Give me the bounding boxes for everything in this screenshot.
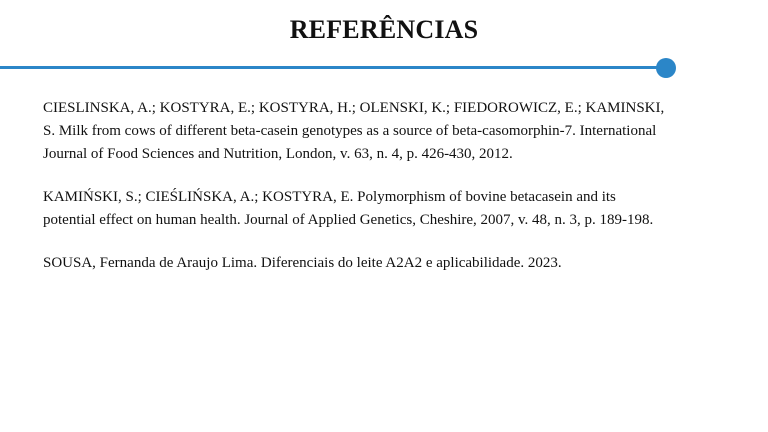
reference-line: KAMIŃSKI, S.; CIEŚLIŃSKA, A.; KOSTYRA, E. Polymorphism of bovine betacasein and its <box>43 189 616 205</box>
title-divider-line <box>0 66 660 69</box>
title-divider-dot <box>656 58 676 78</box>
reference-line: CIESLINSKA, A.; KOSTYRA, E.; KOSTYRA, H.; OLENSKI, K.; FIEDOROWICZ, E.; KAMINSKI, <box>43 100 665 116</box>
reference-line: S. Milk from cows of different beta-casein genotypes as a source of beta-casomorphin-7. International <box>43 123 657 139</box>
reference-item <box>43 97 743 166</box>
page-title: REFERÊNCIAS <box>289 15 479 44</box>
reference-line: SOUSA, Fernanda de Araujo Lima. Diferenciais do leite A2A2 e aplicabilidade. 2023. <box>43 255 562 271</box>
references-list <box>43 97 743 295</box>
reference-line: potential effect on human health. Journal of Applied Genetics, Cheshire, 2007, v. 48, n. 3, p. 189-198. <box>43 212 654 228</box>
reference-item <box>43 186 743 232</box>
reference-item <box>43 252 743 275</box>
reference-line: Journal of Food Sciences and Nutrition, London, v. 63, n. 4, p. 426-430, 2012. <box>43 146 513 162</box>
